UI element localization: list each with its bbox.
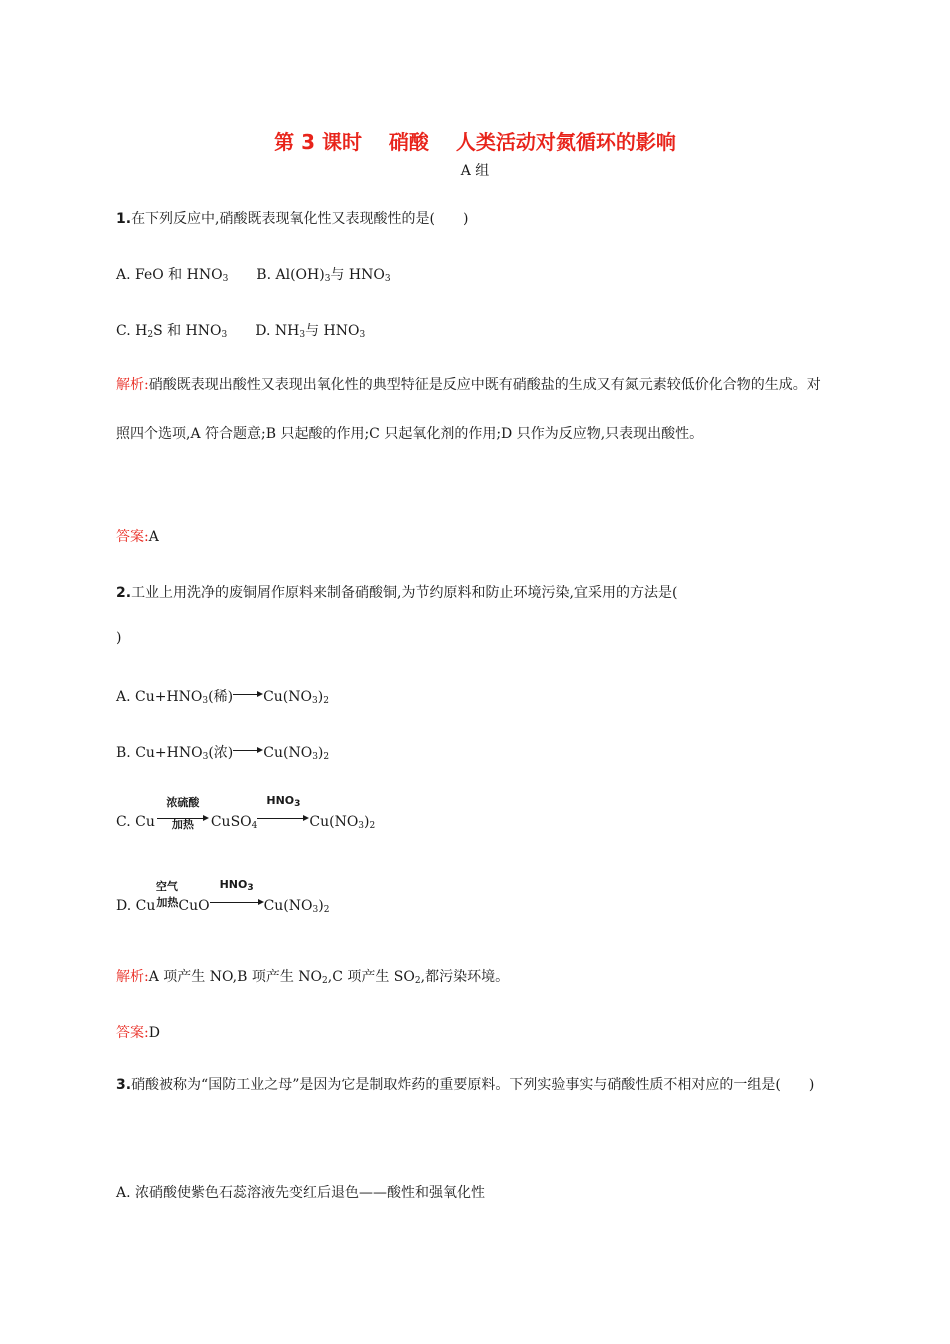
reaction-arrow	[233, 689, 263, 699]
question-number: 3.	[116, 1077, 132, 1093]
reaction-arrow-conditions: $HNO_3$	[210, 897, 264, 914]
option-d: D. $NH_3$与 $HNO_3$	[255, 323, 366, 340]
answer-label: 答案:	[116, 1025, 149, 1041]
question-3-option-a: A. 浓硝酸使紫色石蕊溶液先变红后退色——酸性和强氧化性	[116, 1185, 486, 1201]
option-a: A. FeO 和 $HNO_3$	[116, 267, 229, 284]
question-2-option-a: A. $Cu+HNO_3$(稀) $Cu(NO_3)_2$	[116, 689, 329, 706]
option-b: B. $Al(OH)_3$与 $HNO_3$	[256, 267, 391, 284]
question-2-answer	[116, 1022, 160, 1042]
question-2-option-c: C. Cu 浓硫酸 加热 CuSO$_4$ $HNO_3$ $Cu(NO_3)_2$	[116, 794, 376, 831]
question-1-options-cd	[116, 320, 365, 340]
question-3-stem: 3.硝酸被称为“国防工业之母”是因为它是制取炸药的重要原料。下列实验事实与硝酸性质不相对应的一组是( )	[116, 1077, 815, 1093]
analysis-label: 解析:	[116, 969, 149, 985]
group-label: A 组	[460, 163, 490, 179]
reaction-arrow-conditions: 浓硫酸 加热	[157, 813, 209, 830]
question-2-stem-cont: )	[116, 630, 122, 646]
reaction-arrow-conditions: 空气 $^{加热}$	[155, 880, 179, 909]
question-number: 2.	[116, 585, 132, 601]
reaction-arrow	[233, 745, 263, 755]
answer-value: D	[148, 1025, 160, 1041]
option-c: C. $H_2S$ 和 $HNO_3$	[116, 323, 228, 340]
answer-value: A	[148, 529, 159, 545]
question-1-answer	[116, 526, 159, 546]
question-1-stem: 1.在下列反应中,硝酸既表现氧化性又表现酸性的是( )	[116, 211, 469, 227]
question-2-option-b: B. $Cu+HNO_3$(浓) $Cu(NO_3)_2$	[116, 745, 330, 762]
answer-label: 答案:	[116, 529, 149, 545]
page-title: 第 3 课时 硝酸 人类活动对氮循环的影响	[274, 130, 676, 154]
question-2-stem: 2.工业上用洗净的废铜屑作原料来制备硝酸铜,为节约原料和防止环境污染,宜采用的方法是(	[116, 585, 678, 601]
question-2-analysis: 解析:A 项产生 NO,B 项产生 $NO_2,C$ 项产生 $SO_2$,都污染环境。	[116, 969, 510, 986]
question-1-options-ab	[116, 264, 391, 284]
question-2-option-d: D. Cu 空气 $^{加热}$CuO $HNO_3$ $Cu(NO_3)_2$	[116, 878, 330, 915]
analysis-label: 解析:	[116, 377, 149, 393]
question-1-analysis: 解析:硝酸既表现出酸性又表现出氧化性的典型特征是反应中既有硝酸盐的生成又有氮元素较低价化合物的生成。对照四个选项,A 符合题意;B 只起酸的作用;C 只起氧化剂的作用;D 只作为反应物,只表现出酸性。	[116, 377, 821, 442]
reaction-arrow-conditions: $HNO_3$	[257, 813, 309, 830]
question-number: 1.	[116, 211, 132, 227]
